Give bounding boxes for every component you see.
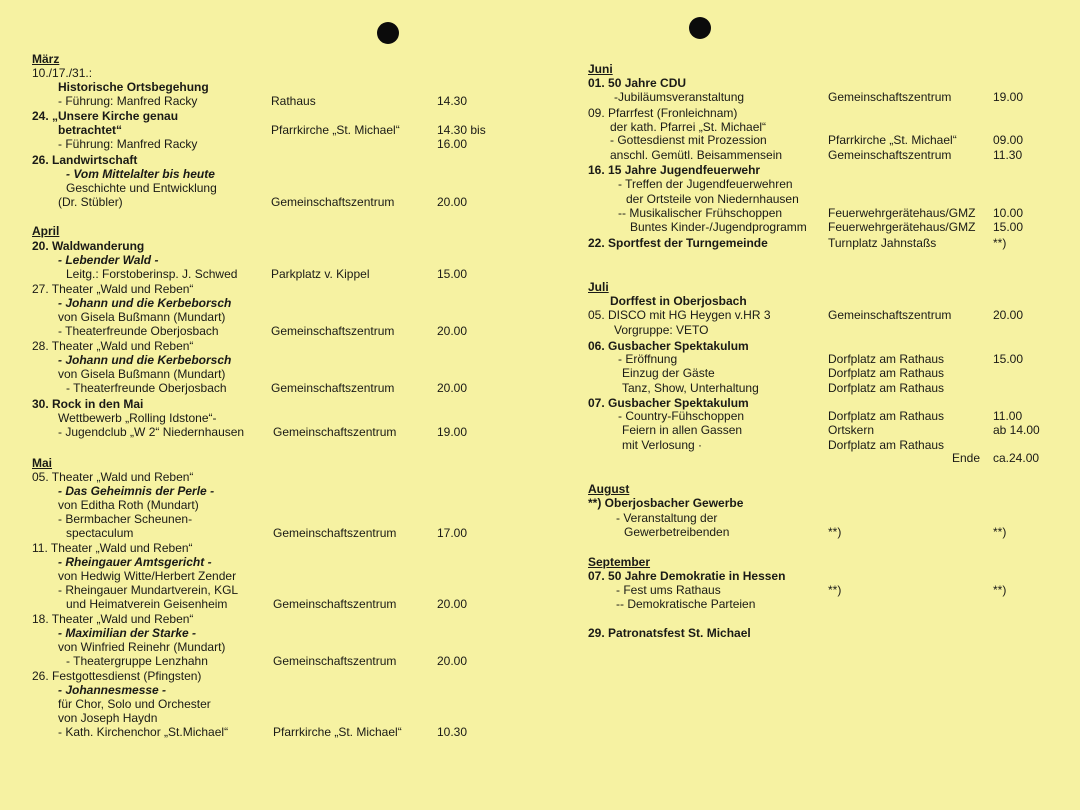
event-text: - Führung: Manfred Racky xyxy=(58,94,198,108)
event-text: Feiern in allen Gassen xyxy=(622,423,743,437)
event-time: **) xyxy=(993,583,1007,597)
event-time: 20.00 xyxy=(993,308,1024,322)
event-time: ca.24.00 xyxy=(993,451,1040,465)
event-time: 15.00 xyxy=(437,267,468,281)
event-text: Geschichte und Entwicklung xyxy=(66,181,217,195)
event-text: und Heimatverein Geisenheim xyxy=(66,597,228,611)
event-text: - Theatergruppe Lenzhahn xyxy=(66,654,208,668)
event-time: 20.00 xyxy=(437,597,468,611)
event-text: -- Demokratische Parteien xyxy=(616,597,756,611)
event-text: Ende xyxy=(952,451,981,465)
event-time: ab 14.00 xyxy=(993,423,1040,437)
event-text: - Jugendclub „W 2“ Niedernhausen xyxy=(58,425,245,439)
event-location: Parkplatz v. Kippel xyxy=(271,267,370,281)
event-location: Dorfplatz am Rathaus xyxy=(828,366,945,380)
event-text: -Jubiläumsveranstaltung xyxy=(614,90,745,104)
event-time: 14.30 xyxy=(437,94,468,108)
event-time: 10.30 xyxy=(437,725,468,739)
event-location: Turnplatz Jahnstaßs xyxy=(828,236,937,250)
event-location: **) xyxy=(828,583,842,597)
event-time: 20.00 xyxy=(437,324,468,338)
event-text: Vorgruppe: VETO xyxy=(614,323,709,337)
event-time: 10.00 xyxy=(993,206,1024,220)
event-text: von Gisela Bußmann (Mundart) xyxy=(58,310,226,324)
event-text: von Gisela Bußmann (Mundart) xyxy=(58,367,226,381)
event-time: 15.00 xyxy=(993,352,1024,366)
event-text: 30. Rock in den Mai xyxy=(32,397,144,411)
event-location: Gemeinschaftszentrum xyxy=(273,425,397,439)
month-heading: Juli xyxy=(588,280,609,294)
event-time: 20.00 xyxy=(437,654,468,668)
event-text: 24. „Unsere Kirche genau xyxy=(32,109,179,123)
event-location: Feuerwehrgerätehaus/GMZ xyxy=(828,220,976,234)
event-location: Dorfplatz am Rathaus xyxy=(828,381,945,395)
event-location: Pfarrkirche „St. Michael“ xyxy=(273,725,402,739)
event-time: **) xyxy=(993,236,1007,250)
event-text: von Winfried Reinehr (Mundart) xyxy=(58,640,226,654)
event-location: Feuerwehrgerätehaus/GMZ xyxy=(828,206,976,220)
event-text: 07. Gusbacher Spektakulum xyxy=(588,396,749,410)
event-text: 28. Theater „Wald und Reben“ xyxy=(32,339,194,353)
event-text: - Bermbacher Scheunen- xyxy=(58,512,193,526)
month-heading: März xyxy=(32,52,60,66)
event-text: 26. Landwirtschaft xyxy=(32,153,138,167)
event-location: **) xyxy=(828,525,842,539)
month-heading: August xyxy=(588,482,630,496)
event-text: - Lebender Wald - xyxy=(58,253,159,267)
event-location: Gemeinschaftszentrum xyxy=(828,308,952,322)
event-text: - Rheingauer Mundartverein, KGL xyxy=(58,583,239,597)
event-text: Leitg.: Forstoberinsp. J. Schwed xyxy=(66,267,238,281)
event-text: Dorffest in Oberjosbach xyxy=(610,294,747,308)
event-text: - Rheingauer Amtsgericht - xyxy=(58,555,212,569)
event-text: - Fest ums Rathaus xyxy=(616,583,721,597)
event-text: 05. Theater „Wald und Reben“ xyxy=(32,470,194,484)
event-text: - Führung: Manfred Racky xyxy=(58,137,198,151)
event-text: 10./17./31.: xyxy=(32,66,93,80)
month-heading: Juni xyxy=(588,62,613,76)
event-text: mit Verlosung · xyxy=(622,438,703,452)
event-text: 18. Theater „Wald und Reben“ xyxy=(32,612,194,626)
event-location: Gemeinschaftszentrum xyxy=(828,148,952,162)
event-text: 20. Waldwanderung xyxy=(32,239,145,253)
event-location: Dorfplatz am Rathaus xyxy=(828,352,945,366)
event-time: 20.00 xyxy=(437,381,468,395)
event-time: 15.00 xyxy=(993,220,1024,234)
event-location: Gemeinschaftszentrum xyxy=(273,597,397,611)
event-text: Wettbewerb „Rolling Idstone“- xyxy=(58,411,217,425)
event-text: 05. DISCO mit HG Heygen v.HR 3 xyxy=(588,308,771,322)
event-location: Gemeinschaftszentrum xyxy=(273,654,397,668)
event-text: (Dr. Stübler) xyxy=(58,195,123,209)
event-text: Einzug der Gäste xyxy=(622,366,715,380)
event-text: - Veranstaltung der xyxy=(616,511,718,525)
event-time: **) xyxy=(993,525,1007,539)
event-text: - Kath. Kirchenchor „St.Michael“ xyxy=(58,725,229,739)
event-location: Rathaus xyxy=(271,94,316,108)
event-text: 01. 50 Jahre CDU xyxy=(588,76,687,90)
event-location: Dorfplatz am Rathaus xyxy=(828,409,945,423)
event-text: von Joseph Haydn xyxy=(58,711,158,725)
event-text: 22. Sportfest der Turngemeinde xyxy=(588,236,768,250)
event-text: - Johann und die Kerbeborsch xyxy=(58,353,232,367)
event-text: 06. Gusbacher Spektakulum xyxy=(588,339,749,353)
event-time: 17.00 xyxy=(437,526,468,540)
event-text: Buntes Kinder-/Jugendprogramm xyxy=(630,220,807,234)
event-location: Pfarrkirche „St. Michael“ xyxy=(828,133,957,147)
event-text: -- Musikalischer Frühschoppen xyxy=(618,206,783,220)
event-text: 11. Theater „Wald und Reben“ xyxy=(32,541,193,555)
event-text: - Eröffnung xyxy=(618,352,678,366)
event-text: - Gottesdienst mit Prozession xyxy=(610,133,767,147)
event-text: Tanz, Show, Unterhaltung xyxy=(622,381,759,395)
event-text: - Johann und die Kerbeborsch xyxy=(58,296,232,310)
event-time: 16.00 xyxy=(437,137,468,151)
event-time: 20.00 xyxy=(437,195,468,209)
event-location: Gemeinschaftszentrum xyxy=(271,195,395,209)
event-location: Dorfplatz am Rathaus xyxy=(828,438,945,452)
event-text: - Maximilian der Starke - xyxy=(58,626,197,640)
event-text: - Theaterfreunde Oberjosbach xyxy=(66,381,227,395)
month-heading: September xyxy=(588,555,651,569)
event-text: 27. Theater „Wald und Reben“ xyxy=(32,282,194,296)
event-text: anschl. Gemütl. Beisammensein xyxy=(610,148,783,162)
event-text: - Johannesmesse - xyxy=(58,683,167,697)
event-text: 29. Patronatsfest St. Michael xyxy=(588,626,751,640)
event-text: 07. 50 Jahre Demokratie in Hessen xyxy=(588,569,786,583)
punch-hole-left xyxy=(377,22,399,44)
event-location: Ortskern xyxy=(828,423,875,437)
event-text: - Treffen der Jugendfeuerwehren xyxy=(618,177,793,191)
event-text: Gewerbetreibenden xyxy=(624,525,730,539)
event-text: Historische Ortsbegehung xyxy=(58,80,209,94)
event-location: Gemeinschaftszentrum xyxy=(828,90,952,104)
event-text: von Editha Roth (Mundart) xyxy=(58,498,199,512)
month-heading: April xyxy=(32,224,60,238)
event-location: Pfarrkirche „St. Michael“ xyxy=(271,123,400,137)
event-location: Gemeinschaftszentrum xyxy=(271,324,395,338)
event-time: 14.30 bis xyxy=(437,123,486,137)
event-text: - Das Geheimnis der Perle - xyxy=(58,484,215,498)
event-time: 11.00 xyxy=(993,409,1023,423)
event-text: der kath. Pfarrei „St. Michael“ xyxy=(610,120,767,134)
event-time: 09.00 xyxy=(993,133,1024,147)
event-text: von Hedwig Witte/Herbert Zender xyxy=(58,569,237,583)
event-location: Gemeinschaftszentrum xyxy=(271,381,395,395)
event-text: für Chor, Solo und Orchester xyxy=(58,697,211,711)
event-text: spectaculum xyxy=(66,526,134,540)
punch-hole-right xyxy=(689,17,711,39)
event-text: der Ortsteile von Niedernhausen xyxy=(626,192,799,206)
event-time: 19.00 xyxy=(437,425,468,439)
event-time: 19.00 xyxy=(993,90,1024,104)
event-text: - Country-Fühschoppen xyxy=(618,409,745,423)
event-text: 16. 15 Jahre Jugendfeuerwehr xyxy=(588,163,761,177)
event-text: betrachtet“ xyxy=(58,123,123,137)
event-text: 09. Pfarrfest (Fronleichnam) xyxy=(588,106,738,120)
event-text: **) Oberjosbacher Gewerbe xyxy=(588,496,744,510)
event-time: 11.30 xyxy=(993,148,1023,162)
event-text: 26. Festgottesdienst (Pfingsten) xyxy=(32,669,202,683)
event-location: Gemeinschaftszentrum xyxy=(273,526,397,540)
event-text: - Theaterfreunde Oberjosbach xyxy=(58,324,219,338)
month-heading: Mai xyxy=(32,456,53,470)
event-text: - Vom Mittelalter bis heute xyxy=(66,167,215,181)
